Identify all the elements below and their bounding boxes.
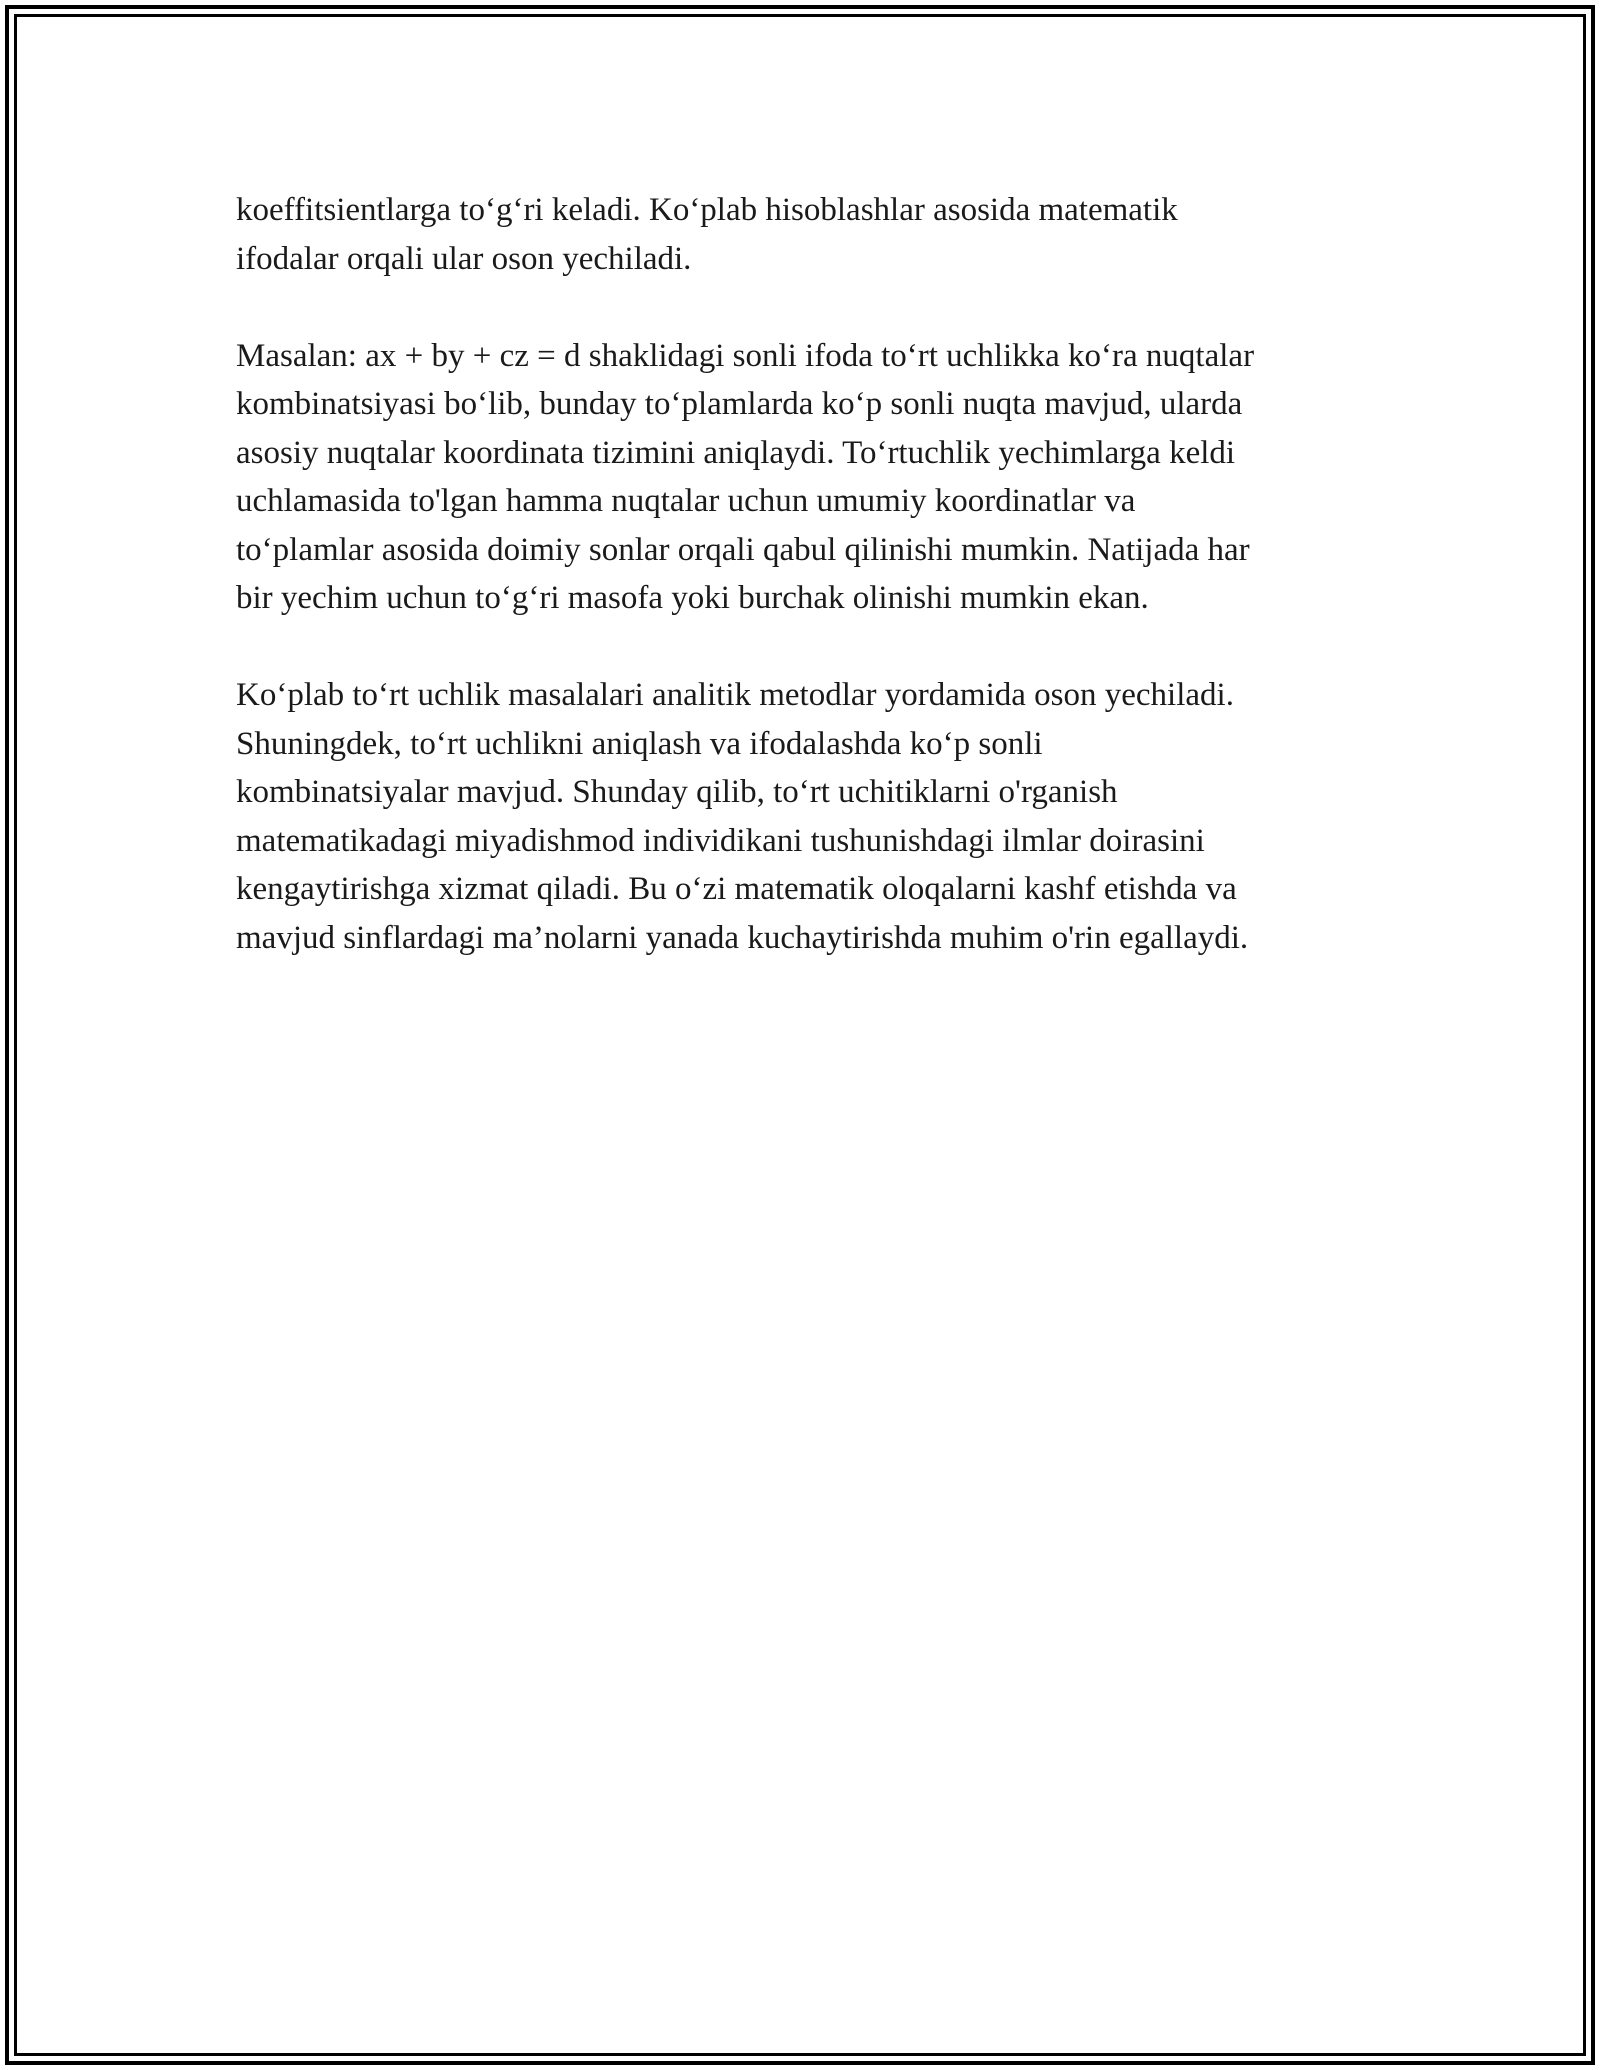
document-body — [236, 186, 1386, 962]
paragraph-3: Ko‘plab to‘rt uchlik masalalari analitik metodlar yordamida oson yechiladi. Shuningdek, to‘rt uchlikni aniqlash va ifodalashda ko‘p sonli kombinatsiyalar mavjud. Shunday qilib, to‘rt uchitiklarni o'rganish matematikadagi miyadishmod individikani tushunishdagi ilmlar doirasini kengaytirishga xizmat qiladi. Bu o‘zi matematik oloqalarni kashf etishda va mavjud sinflardagi ma’nolarni yanada kuchaytirishda muhim o'rin egallaydi. — [236, 677, 1249, 956]
paragraph-2: Masalan: ax + by + cz = d shaklidagi sonli ifoda to‘rt uchlikka ko‘ra nuqtalar kombinatsiyasi bo‘lib, bunday to‘plamlarda ko‘p sonli nuqta mavjud, ularda asosiy nuqtalar koordinata tizimini aniqlaydi. To‘rtuchlik yechimlarga keldi uchlamasida to'lgan hamma nuqtalar uchun umumiy koordinatlar va to‘plamlar asosida doimiy sonlar orqali qabul qilinishi mumkin. Natijada har bir yechim uchun to‘g‘ri masofa yoki burchak olinishi mumkin ekan. — [236, 337, 1255, 616]
paragraph-1: koeffitsientlarga to‘g‘ri keladi. Ko‘plab hisoblashlar asosida matematik ifodalar orqali ular oson yechiladi. — [236, 192, 1178, 277]
